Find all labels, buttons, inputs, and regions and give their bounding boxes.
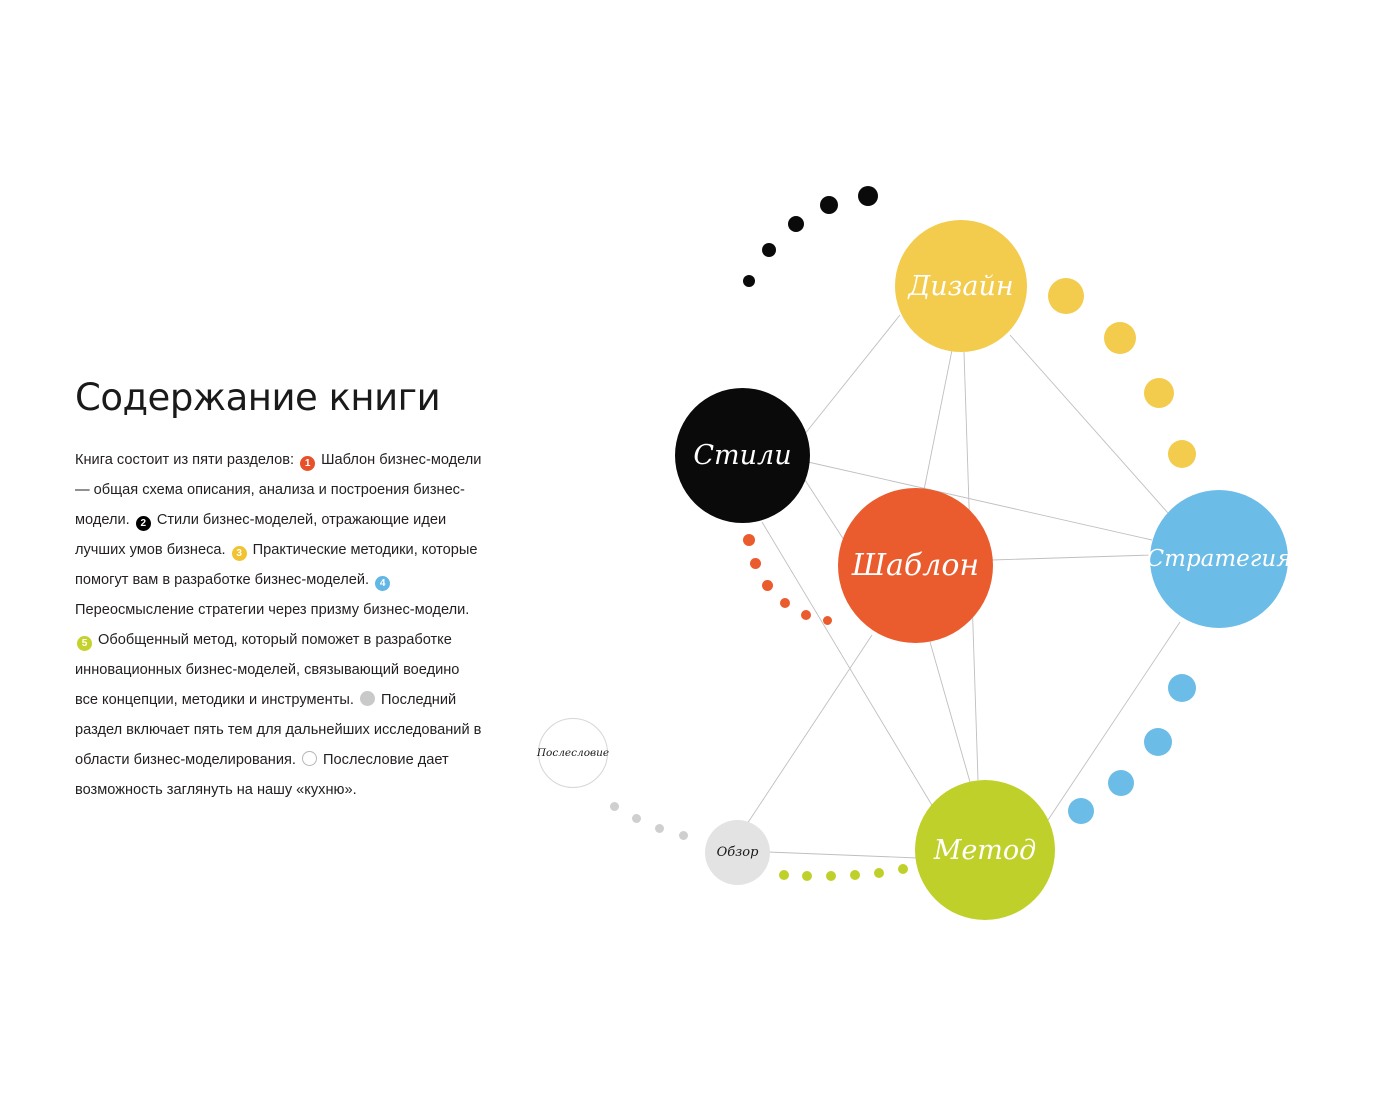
section-marker: 5 — [77, 636, 92, 651]
body-paragraph: Книга состоит из пяти разделов: 1 Шаблон бизнес-модели — общая схема описания, анализа и построения бизнес-модели. 2 Стили бизнес-моделей, отражающие идеи лучших умов бизнеса. 3 Практические методики, которые помогут вам в разработке бизнес-моделей. 4 Переосмысление стратегии через призму бизнес-модели. 5 Обобщенный метод, который поможет в разработке инновационных бизнес-моделей, связывающий воедино все концепции, методики и инструменты. Последний раздел включает пять тем для дальнейших исследований в области бизнес-моделирования. Послесловие дает возможность заглянуть на нашу «кухню». — [75, 451, 482, 798]
styles-trail-dot — [788, 216, 804, 232]
section-marker: 1 — [300, 456, 315, 471]
strategy-trail-dot — [1108, 770, 1134, 796]
template-trail-dot — [801, 610, 811, 620]
node-method[interactable] — [915, 780, 1055, 920]
node-overview[interactable] — [705, 820, 770, 885]
node-template-label: Шаблон — [851, 548, 980, 583]
bubble-diagram — [500, 140, 1360, 980]
afterword-trail-dot — [632, 814, 641, 823]
styles-trail-dot — [762, 243, 776, 257]
design-trail-dot — [1048, 278, 1084, 314]
node-design[interactable] — [895, 220, 1027, 352]
design-trail-dot — [1144, 378, 1174, 408]
afterword-trail-dot — [655, 824, 664, 833]
design-trail-dot — [1104, 322, 1136, 354]
node-method-label: Метод — [933, 834, 1037, 866]
section-marker — [302, 751, 317, 766]
section-marker — [360, 691, 375, 706]
page-title: Содержание книги — [75, 376, 441, 419]
method-trail-dot — [779, 870, 789, 880]
template-trail-dot — [780, 598, 790, 608]
node-afterword[interactable] — [538, 718, 608, 788]
design-trail-dot — [1168, 440, 1196, 468]
section-marker: 2 — [136, 516, 151, 531]
afterword-trail-dot — [610, 802, 619, 811]
styles-trail-dot — [858, 186, 878, 206]
template-trail-dot — [750, 558, 761, 569]
method-trail-dot — [802, 871, 812, 881]
node-overview-label: Обзор — [716, 845, 759, 860]
node-afterword-label: Послесловие — [536, 747, 610, 759]
template-trail-dot — [823, 616, 832, 625]
method-trail-dot — [898, 864, 908, 874]
template-trail-dot — [762, 580, 773, 591]
node-strategy-label: Стратегия — [1146, 546, 1292, 572]
method-trail-dot — [850, 870, 860, 880]
strategy-trail-dot — [1168, 674, 1196, 702]
node-design-label: Дизайн — [908, 270, 1014, 302]
method-trail-dot — [874, 868, 884, 878]
strategy-trail-dot — [1068, 798, 1094, 824]
section-marker: 3 — [232, 546, 247, 561]
styles-trail-dot — [743, 275, 755, 287]
node-template[interactable] — [838, 488, 993, 643]
text-column — [75, 378, 485, 819]
strategy-trail-dot — [1144, 728, 1172, 756]
section-marker: 4 — [375, 576, 390, 591]
method-trail-dot — [826, 871, 836, 881]
node-strategy[interactable] — [1146, 490, 1292, 628]
afterword-trail-dot — [679, 831, 688, 840]
node-styles-label: Стили — [693, 440, 792, 471]
template-trail-dot — [743, 534, 755, 546]
styles-trail-dot — [820, 196, 838, 214]
node-styles[interactable] — [675, 388, 810, 523]
